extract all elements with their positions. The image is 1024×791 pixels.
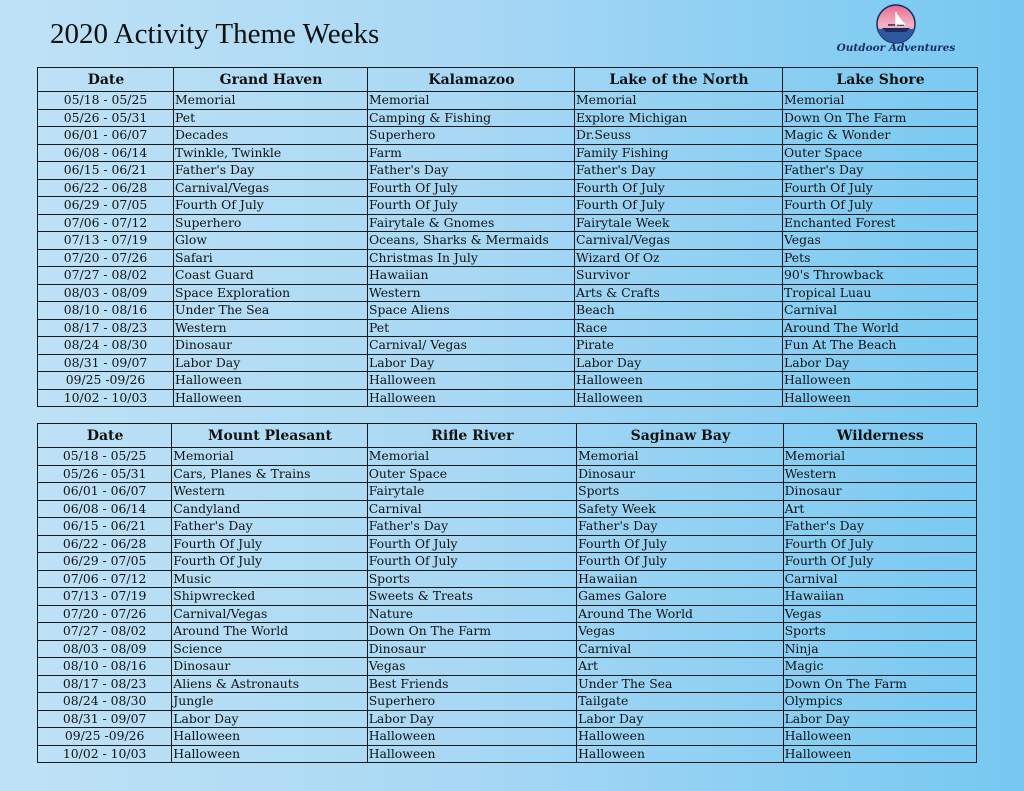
date-cell: 08/03 - 08/09 xyxy=(38,640,172,658)
theme-cell: Dinosaur xyxy=(172,658,367,676)
table-row xyxy=(38,553,977,571)
theme-cell: Under The Sea xyxy=(577,675,783,693)
date-cell: 08/10 - 08/16 xyxy=(38,302,174,320)
theme-cell: Father's Day xyxy=(783,162,978,180)
theme-cell: Halloween xyxy=(174,389,368,407)
theme-cell: Halloween xyxy=(368,389,575,407)
table-row xyxy=(38,640,977,658)
theme-cell: Carnival xyxy=(783,570,976,588)
table-row xyxy=(38,372,978,390)
table-header-row xyxy=(38,68,978,92)
date-cell: 06/29 - 07/05 xyxy=(38,197,174,215)
theme-cell: Superhero xyxy=(367,693,576,711)
theme-cell: Halloween xyxy=(172,745,367,763)
theme-cell: Memorial xyxy=(367,448,576,466)
theme-cell: Western xyxy=(368,284,575,302)
theme-cell: Space Aliens xyxy=(368,302,575,320)
theme-cell: Fourth Of July xyxy=(575,197,783,215)
column-header-location: Saginaw Bay xyxy=(577,424,783,448)
date-cell: 06/01 - 06/07 xyxy=(38,483,172,501)
column-header-location: Lake Shore xyxy=(783,68,978,92)
column-header-location: Mount Pleasant xyxy=(172,424,367,448)
column-header-location: Rifle River xyxy=(367,424,576,448)
theme-cell: Enchanted Forest xyxy=(783,214,978,232)
theme-cell: Labor Day xyxy=(367,710,576,728)
table-row xyxy=(38,693,977,711)
date-cell: 10/02 - 10/03 xyxy=(38,745,172,763)
theme-cell: Fourth Of July xyxy=(783,553,976,571)
theme-cell: Fairytale Week xyxy=(575,214,783,232)
theme-cell: Dr.Seuss xyxy=(575,127,783,145)
date-cell: 06/15 - 06/21 xyxy=(38,518,172,536)
theme-cell: Fun At The Beach xyxy=(783,337,978,355)
theme-cell: Olympics xyxy=(783,693,976,711)
theme-cell: Vegas xyxy=(783,605,976,623)
theme-cell: Hawaiian xyxy=(577,570,783,588)
theme-cell: Halloween xyxy=(174,372,368,390)
date-cell: 08/24 - 08/30 xyxy=(38,337,174,355)
theme-cell: Pets xyxy=(783,249,978,267)
table-row xyxy=(38,623,977,641)
theme-cell: Pet xyxy=(368,319,575,337)
theme-cell: Memorial xyxy=(577,448,783,466)
theme-cell: Beach xyxy=(575,302,783,320)
theme-cell: Halloween xyxy=(783,389,978,407)
theme-cell: Decades xyxy=(174,127,368,145)
theme-cell: Games Galore xyxy=(577,588,783,606)
date-cell: 08/17 - 08/23 xyxy=(38,675,172,693)
theme-cell: Memorial xyxy=(783,92,978,110)
date-cell: 06/22 - 06/28 xyxy=(38,179,174,197)
table-row xyxy=(38,500,977,518)
date-cell: 08/31 - 09/07 xyxy=(38,710,172,728)
theme-cell: Halloween xyxy=(367,728,576,746)
theme-cell: Fourth Of July xyxy=(368,197,575,215)
theme-cell: Labor Day xyxy=(783,710,976,728)
theme-cell: Halloween xyxy=(783,372,978,390)
theme-cell: Halloween xyxy=(172,728,367,746)
theme-cell: Aliens & Astronauts xyxy=(172,675,367,693)
theme-cell: Sports xyxy=(577,483,783,501)
theme-cell: Magic xyxy=(783,658,976,676)
theme-cell: Halloween xyxy=(575,372,783,390)
column-header-location: Kalamazoo xyxy=(368,68,575,92)
theme-cell: Farm xyxy=(368,144,575,162)
table-row xyxy=(38,389,978,407)
theme-cell: Vegas xyxy=(577,623,783,641)
date-cell: 09/25 -09/26 xyxy=(38,728,172,746)
date-cell: 07/20 - 07/26 xyxy=(38,605,172,623)
theme-cell: Glow xyxy=(174,232,368,250)
theme-cell: Vegas xyxy=(783,232,978,250)
theme-cell: Around The World xyxy=(172,623,367,641)
date-cell: 08/03 - 08/09 xyxy=(38,284,174,302)
date-cell: 07/06 - 07/12 xyxy=(38,570,172,588)
theme-cell: Safety Week xyxy=(577,500,783,518)
boat-sunset-icon xyxy=(826,4,966,44)
table-row xyxy=(38,745,977,763)
theme-cell: Pet xyxy=(174,109,368,127)
theme-cell: Carnival/Vegas xyxy=(575,232,783,250)
column-header-date: Date xyxy=(38,68,174,92)
table-row xyxy=(38,109,978,127)
theme-cell: Halloween xyxy=(783,728,976,746)
date-cell: 06/29 - 07/05 xyxy=(38,553,172,571)
schedule-table-2 xyxy=(37,423,977,763)
theme-cell: Race xyxy=(575,319,783,337)
theme-cell: Father's Day xyxy=(368,162,575,180)
table-row xyxy=(38,518,977,536)
table-row xyxy=(38,605,977,623)
table-row xyxy=(38,337,978,355)
theme-cell: Fourth Of July xyxy=(172,535,367,553)
date-cell: 07/13 - 07/19 xyxy=(38,588,172,606)
theme-cell: Superhero xyxy=(368,127,575,145)
date-cell: 06/15 - 06/21 xyxy=(38,162,174,180)
date-cell: 08/24 - 08/30 xyxy=(38,693,172,711)
theme-cell: 90's Throwback xyxy=(783,267,978,285)
theme-cell: Outer Space xyxy=(783,144,978,162)
theme-cell: Music xyxy=(172,570,367,588)
theme-cell: Dinosaur xyxy=(783,483,976,501)
theme-cell: Sports xyxy=(783,623,976,641)
theme-cell: Art xyxy=(783,500,976,518)
theme-cell: Father's Day xyxy=(174,162,368,180)
theme-cell: Vegas xyxy=(367,658,576,676)
theme-cell: Family Fishing xyxy=(575,144,783,162)
theme-cell: Hawaiian xyxy=(783,588,976,606)
date-cell: 07/27 - 08/02 xyxy=(38,267,174,285)
theme-cell: Christmas In July xyxy=(368,249,575,267)
theme-cell: Fourth Of July xyxy=(577,535,783,553)
table-row xyxy=(38,570,977,588)
theme-cell: Labor Day xyxy=(172,710,367,728)
date-cell: 07/06 - 07/12 xyxy=(38,214,174,232)
theme-cell: Oceans, Sharks & Mermaids xyxy=(368,232,575,250)
theme-cell: Fourth Of July xyxy=(368,179,575,197)
theme-cell: Coast Guard xyxy=(174,267,368,285)
theme-cell: Carnival/ Vegas xyxy=(368,337,575,355)
date-cell: 06/22 - 06/28 xyxy=(38,535,172,553)
theme-cell: Father's Day xyxy=(575,162,783,180)
table-header-row xyxy=(38,424,977,448)
theme-cell: Dinosaur xyxy=(577,465,783,483)
theme-cell: Safari xyxy=(174,249,368,267)
theme-cell: Twinkle, Twinkle xyxy=(174,144,368,162)
theme-cell: Cars, Planes & Trains xyxy=(172,465,367,483)
page-title: 2020 Activity Theme Weeks xyxy=(50,18,380,50)
theme-cell: Memorial xyxy=(783,448,976,466)
theme-cell: Father's Day xyxy=(577,518,783,536)
theme-cell: Under The Sea xyxy=(174,302,368,320)
table-row xyxy=(38,448,977,466)
date-cell: 07/20 - 07/26 xyxy=(38,249,174,267)
theme-cell: Father's Day xyxy=(172,518,367,536)
theme-cell: Halloween xyxy=(575,389,783,407)
table-row xyxy=(38,319,978,337)
table-row xyxy=(38,127,978,145)
theme-cell: Camping & Fishing xyxy=(368,109,575,127)
table-row xyxy=(38,232,978,250)
theme-cell: Halloween xyxy=(577,728,783,746)
theme-cell: Around The World xyxy=(783,319,978,337)
theme-cell: Memorial xyxy=(368,92,575,110)
table-row xyxy=(38,465,977,483)
theme-cell: Tropical Luau xyxy=(783,284,978,302)
date-cell: 06/08 - 06/14 xyxy=(38,144,174,162)
theme-cell: Survivor xyxy=(575,267,783,285)
logo xyxy=(826,4,966,62)
table-row xyxy=(38,302,978,320)
table-row xyxy=(38,675,977,693)
table-row xyxy=(38,535,977,553)
table-row xyxy=(38,354,978,372)
theme-cell: Labor Day xyxy=(577,710,783,728)
theme-cell: Magic & Wonder xyxy=(783,127,978,145)
theme-cell: Labor Day xyxy=(783,354,978,372)
theme-cell: Superhero xyxy=(174,214,368,232)
theme-cell: Labor Day xyxy=(575,354,783,372)
theme-cell: Down On The Farm xyxy=(783,675,976,693)
theme-cell: Halloween xyxy=(783,745,976,763)
theme-cell: Halloween xyxy=(367,745,576,763)
theme-cell: Fairytale xyxy=(367,483,576,501)
theme-cell: Fourth Of July xyxy=(783,197,978,215)
theme-cell: Explore Michigan xyxy=(575,109,783,127)
date-cell: 07/13 - 07/19 xyxy=(38,232,174,250)
theme-cell: Fairytale & Gnomes xyxy=(368,214,575,232)
date-cell: 08/31 - 09/07 xyxy=(38,354,174,372)
theme-cell: Fourth Of July xyxy=(172,553,367,571)
theme-cell: Carnival xyxy=(367,500,576,518)
table-row xyxy=(38,728,977,746)
theme-cell: Jungle xyxy=(172,693,367,711)
table-row xyxy=(38,249,978,267)
theme-cell: Memorial xyxy=(174,92,368,110)
theme-cell: Labor Day xyxy=(368,354,575,372)
table-row xyxy=(38,197,978,215)
theme-cell: Carnival/Vegas xyxy=(174,179,368,197)
theme-cell: Sweets & Treats xyxy=(367,588,576,606)
theme-cell: Fourth Of July xyxy=(783,179,978,197)
date-cell: 08/17 - 08/23 xyxy=(38,319,174,337)
theme-cell: Labor Day xyxy=(174,354,368,372)
theme-cell: Western xyxy=(172,483,367,501)
theme-cell: Down On The Farm xyxy=(367,623,576,641)
theme-cell: Fourth Of July xyxy=(367,535,576,553)
theme-cell: Ninja xyxy=(783,640,976,658)
column-header-location: Lake of the North xyxy=(575,68,783,92)
theme-cell: Wizard Of Oz xyxy=(575,249,783,267)
theme-cell: Best Friends xyxy=(367,675,576,693)
theme-cell: Science xyxy=(172,640,367,658)
theme-cell: Outer Space xyxy=(367,465,576,483)
theme-cell: Dinosaur xyxy=(367,640,576,658)
date-cell: 05/26 - 05/31 xyxy=(38,109,174,127)
table-row xyxy=(38,284,978,302)
theme-cell: Father's Day xyxy=(367,518,576,536)
date-cell: 05/18 - 05/25 xyxy=(38,92,174,110)
theme-cell: Halloween xyxy=(577,745,783,763)
theme-cell: Sports xyxy=(367,570,576,588)
table-row xyxy=(38,710,977,728)
table-row xyxy=(38,588,977,606)
theme-cell: Dinosaur xyxy=(174,337,368,355)
logo-text: Outdoor Adventures xyxy=(836,42,956,54)
table-row xyxy=(38,144,978,162)
theme-cell: Around The World xyxy=(577,605,783,623)
theme-cell: Tailgate xyxy=(577,693,783,711)
theme-cell: Nature xyxy=(367,605,576,623)
table-row xyxy=(38,179,978,197)
theme-cell: Down On The Farm xyxy=(783,109,978,127)
date-cell: 06/08 - 06/14 xyxy=(38,500,172,518)
theme-cell: Carnival/Vegas xyxy=(172,605,367,623)
theme-cell: Western xyxy=(174,319,368,337)
theme-cell: Fourth Of July xyxy=(367,553,576,571)
table-row xyxy=(38,214,978,232)
date-cell: 08/10 - 08/16 xyxy=(38,658,172,676)
theme-cell: Shipwrecked xyxy=(172,588,367,606)
theme-cell: Hawaiian xyxy=(368,267,575,285)
table-row xyxy=(38,483,977,501)
table-row xyxy=(38,162,978,180)
theme-cell: Carnival xyxy=(577,640,783,658)
column-header-location: Grand Haven xyxy=(174,68,368,92)
date-cell: 06/01 - 06/07 xyxy=(38,127,174,145)
theme-cell: Candyland xyxy=(172,500,367,518)
theme-cell: Memorial xyxy=(172,448,367,466)
date-cell: 07/27 - 08/02 xyxy=(38,623,172,641)
date-cell: 05/26 - 05/31 xyxy=(38,465,172,483)
theme-cell: Fourth Of July xyxy=(577,553,783,571)
theme-cell: Halloween xyxy=(368,372,575,390)
theme-cell: Fourth Of July xyxy=(575,179,783,197)
theme-cell: Carnival xyxy=(783,302,978,320)
date-cell: 10/02 - 10/03 xyxy=(38,389,174,407)
column-header-location: Wilderness xyxy=(783,424,976,448)
date-cell: 09/25 -09/26 xyxy=(38,372,174,390)
theme-cell: Western xyxy=(783,465,976,483)
theme-cell: Fourth Of July xyxy=(783,535,976,553)
table-row xyxy=(38,658,977,676)
table-row xyxy=(38,267,978,285)
theme-cell: Art xyxy=(577,658,783,676)
theme-cell: Arts & Crafts xyxy=(575,284,783,302)
theme-cell: Fourth Of July xyxy=(174,197,368,215)
theme-cell: Space Exploration xyxy=(174,284,368,302)
schedule-table-1 xyxy=(37,67,978,407)
theme-cell: Pirate xyxy=(575,337,783,355)
column-header-date: Date xyxy=(38,424,172,448)
date-cell: 05/18 - 05/25 xyxy=(38,448,172,466)
table-row xyxy=(38,92,978,110)
theme-cell: Memorial xyxy=(575,92,783,110)
theme-cell: Father's Day xyxy=(783,518,976,536)
